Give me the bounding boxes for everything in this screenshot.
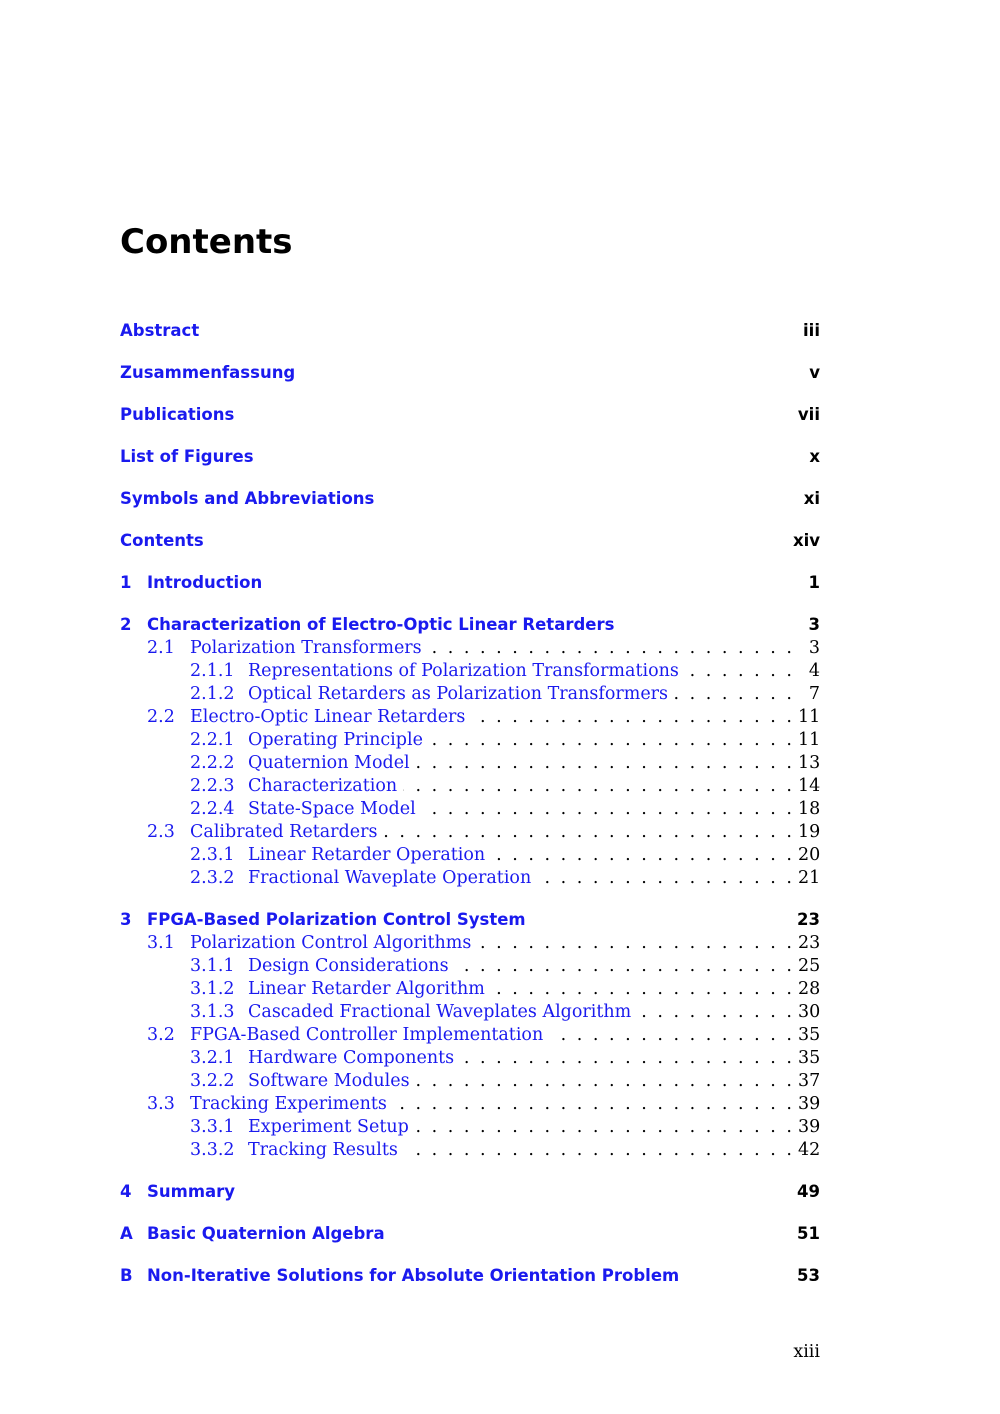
toc-subsection-entry[interactable] — [120, 1140, 820, 1163]
entry-number: 3.2 — [147, 1025, 175, 1045]
dot-leader — [428, 638, 792, 658]
entry-page: 53 — [797, 1266, 820, 1285]
toc-section-entry[interactable] — [120, 933, 820, 956]
toc-subsection-entry[interactable] — [120, 956, 820, 979]
entry-label: Polarization Control Algorithms — [190, 933, 472, 953]
toc-subsection-entry[interactable] — [120, 845, 820, 868]
entry-page: 25 — [798, 956, 821, 976]
entry-page: 28 — [798, 979, 821, 999]
entry-number: 4 — [120, 1182, 132, 1201]
entry-page: 14 — [798, 776, 821, 796]
dot-leader — [537, 868, 792, 888]
dot-leader — [455, 956, 792, 976]
entry-label: Software Modules — [248, 1071, 410, 1091]
dot-leader — [477, 933, 792, 953]
toc-section-entry[interactable] — [120, 1025, 820, 1048]
entry-number: 3.3.2 — [190, 1140, 235, 1160]
toc-subsection-entry[interactable] — [120, 979, 820, 1002]
entry-number: 2.2 — [147, 707, 175, 727]
entry-page: xi — [803, 489, 820, 508]
dot-leader — [403, 776, 792, 796]
dot-leader — [393, 1094, 792, 1114]
entry-number: B — [120, 1266, 133, 1285]
entry-page: 11 — [798, 707, 821, 727]
toc-chapter-entry[interactable] — [120, 573, 820, 596]
dot-leader — [383, 822, 792, 842]
entry-label: State-Space Model — [248, 799, 416, 819]
entry-number: 2.2.2 — [190, 753, 235, 773]
dot-leader — [422, 799, 792, 819]
dot-leader — [471, 707, 792, 727]
entry-label: Introduction — [147, 573, 263, 592]
toc-chapter-entry[interactable] — [120, 405, 820, 428]
entry-label: Zusammenfassung — [120, 363, 296, 382]
entry-page: 49 — [797, 1182, 820, 1201]
entry-label: Summary — [147, 1182, 236, 1201]
entry-page: 35 — [798, 1048, 821, 1068]
entry-label: FPGA-Based Polarization Control System — [147, 910, 526, 929]
toc-subsection-entry[interactable] — [120, 776, 820, 799]
entry-number: 3.1.3 — [190, 1002, 235, 1022]
entry-page: x — [809, 447, 820, 466]
entry-number: 2.1 — [147, 638, 175, 658]
toc-subsection-entry[interactable] — [120, 661, 820, 684]
toc-chapter-entry[interactable] — [120, 489, 820, 512]
entry-label: Electro-Optic Linear Retarders — [190, 707, 466, 727]
dot-leader — [416, 1071, 792, 1091]
entry-number: 3.1.1 — [190, 956, 235, 976]
entry-page: 39 — [798, 1094, 821, 1114]
entry-number: 3 — [120, 910, 132, 929]
toc-chapter-entry[interactable] — [120, 1266, 820, 1289]
toc-subsection-entry[interactable] — [120, 753, 820, 776]
dot-leader — [415, 1117, 792, 1137]
toc-chapter-entry[interactable] — [120, 363, 820, 386]
table-of-contents — [120, 321, 820, 1289]
toc-subsection-entry[interactable] — [120, 868, 820, 891]
dot-leader — [491, 845, 792, 865]
entry-label: Tracking Results — [248, 1140, 398, 1160]
entry-label: Symbols and Abbreviations — [120, 489, 375, 508]
toc-chapter-entry[interactable] — [120, 1224, 820, 1247]
entry-number: 2.1.2 — [190, 684, 235, 704]
entry-number: 2.1.1 — [190, 661, 235, 681]
entry-page: 37 — [798, 1071, 821, 1091]
entry-label: Characterization — [248, 776, 398, 796]
toc-section-entry[interactable] — [120, 1094, 820, 1117]
entry-label: Design Considerations — [248, 956, 449, 976]
entry-label: Publications — [120, 405, 235, 424]
entry-page: 20 — [798, 845, 821, 865]
entry-label: Representations of Polarization Transformations — [248, 661, 679, 681]
toc-subsection-entry[interactable] — [120, 684, 820, 707]
entry-label: Tracking Experiments — [190, 1094, 387, 1114]
entry-page: 3 — [808, 615, 820, 634]
entry-page: 18 — [798, 799, 821, 819]
entry-label: Characterization of Electro-Optic Linear Retarders — [147, 615, 615, 634]
entry-page: iii — [803, 321, 820, 340]
entry-page: 51 — [797, 1224, 820, 1243]
entry-label: Cascaded Fractional Waveplates Algorithm — [248, 1002, 632, 1022]
toc-subsection-entry[interactable] — [120, 799, 820, 822]
entry-page: 3 — [808, 638, 820, 658]
entry-page: 1 — [808, 573, 820, 592]
entry-number: 3.1 — [147, 933, 175, 953]
entry-label: Operating Principle — [248, 730, 423, 750]
page-number: xiii — [793, 1342, 820, 1362]
entry-number: 2.2.4 — [190, 799, 235, 819]
entry-page: 7 — [808, 684, 820, 704]
dot-leader — [460, 1048, 792, 1068]
entry-page: 39 — [798, 1117, 821, 1137]
page-title: Contents — [120, 222, 293, 262]
entry-label: Optical Retarders as Polarization Transformers — [248, 684, 669, 704]
entry-label: Calibrated Retarders — [190, 822, 378, 842]
entry-label: FPGA-Based Controller Implementation — [190, 1025, 544, 1045]
entry-number: 2 — [120, 615, 132, 634]
entry-number: 3.3 — [147, 1094, 175, 1114]
entry-label: Quaternion Model — [248, 753, 410, 773]
toc-subsection-entry[interactable] — [120, 1071, 820, 1094]
entry-label: Linear Retarder Operation — [248, 845, 486, 865]
entry-label: Experiment Setup — [248, 1117, 409, 1137]
entry-page: 23 — [797, 910, 820, 929]
entry-label: Polarization Transformers — [190, 638, 422, 658]
entry-page: vii — [797, 405, 820, 424]
dot-leader — [429, 730, 792, 750]
toc-subsection-entry[interactable] — [120, 730, 820, 753]
entry-number: 3.2.2 — [190, 1071, 235, 1091]
toc-chapter-entry[interactable] — [120, 615, 820, 638]
entry-label: Contents — [120, 531, 204, 550]
toc-chapter-entry[interactable] — [120, 321, 820, 344]
entry-number: 2.3 — [147, 822, 175, 842]
entry-page: 19 — [798, 822, 821, 842]
entry-number: 3.1.2 — [190, 979, 235, 999]
toc-section-entry[interactable] — [120, 638, 820, 661]
entry-page: 42 — [798, 1140, 821, 1160]
entry-number: 3.2.1 — [190, 1048, 235, 1068]
entry-label: Abstract — [120, 321, 200, 340]
dot-leader — [404, 1140, 792, 1160]
toc-chapter-entry[interactable] — [120, 1182, 820, 1205]
entry-page: 35 — [798, 1025, 821, 1045]
toc-subsection-entry[interactable] — [120, 1048, 820, 1071]
entry-label: List of Figures — [120, 447, 254, 466]
entry-number: 2.3.1 — [190, 845, 235, 865]
toc-section-entry[interactable] — [120, 822, 820, 845]
toc-section-entry[interactable] — [120, 707, 820, 730]
dot-leader — [685, 661, 792, 681]
dot-leader — [674, 684, 792, 704]
dot-leader — [637, 1002, 792, 1022]
entry-label: Linear Retarder Algorithm — [248, 979, 485, 999]
entry-number: A — [120, 1224, 133, 1243]
entry-label: Basic Quaternion Algebra — [147, 1224, 385, 1243]
entry-page: 23 — [798, 933, 821, 953]
toc-chapter-entry[interactable] — [120, 447, 820, 470]
toc-subsection-entry[interactable] — [120, 1117, 820, 1140]
entry-page: 30 — [798, 1002, 821, 1022]
entry-number: 2.2.3 — [190, 776, 235, 796]
toc-chapter-entry[interactable] — [120, 531, 820, 554]
entry-page: 13 — [798, 753, 821, 773]
toc-subsection-entry[interactable] — [120, 1002, 820, 1025]
entry-page: 21 — [798, 868, 821, 888]
entry-number: 2.2.1 — [190, 730, 235, 750]
entry-number: 1 — [120, 573, 132, 592]
entry-number: 3.3.1 — [190, 1117, 235, 1137]
entry-page: xiv — [792, 531, 820, 550]
dot-leader — [549, 1025, 792, 1045]
entry-label: Hardware Components — [248, 1048, 455, 1068]
dot-leader — [491, 979, 792, 999]
entry-label: Non-Iterative Solutions for Absolute Orientation Problem — [147, 1266, 680, 1285]
entry-label: Fractional Waveplate Operation — [248, 868, 532, 888]
entry-number: 2.3.2 — [190, 868, 235, 888]
entry-page: 4 — [808, 661, 820, 681]
entry-page: v — [809, 363, 820, 382]
entry-page: 11 — [798, 730, 821, 750]
dot-leader — [416, 753, 792, 773]
toc-chapter-entry[interactable] — [120, 910, 820, 933]
